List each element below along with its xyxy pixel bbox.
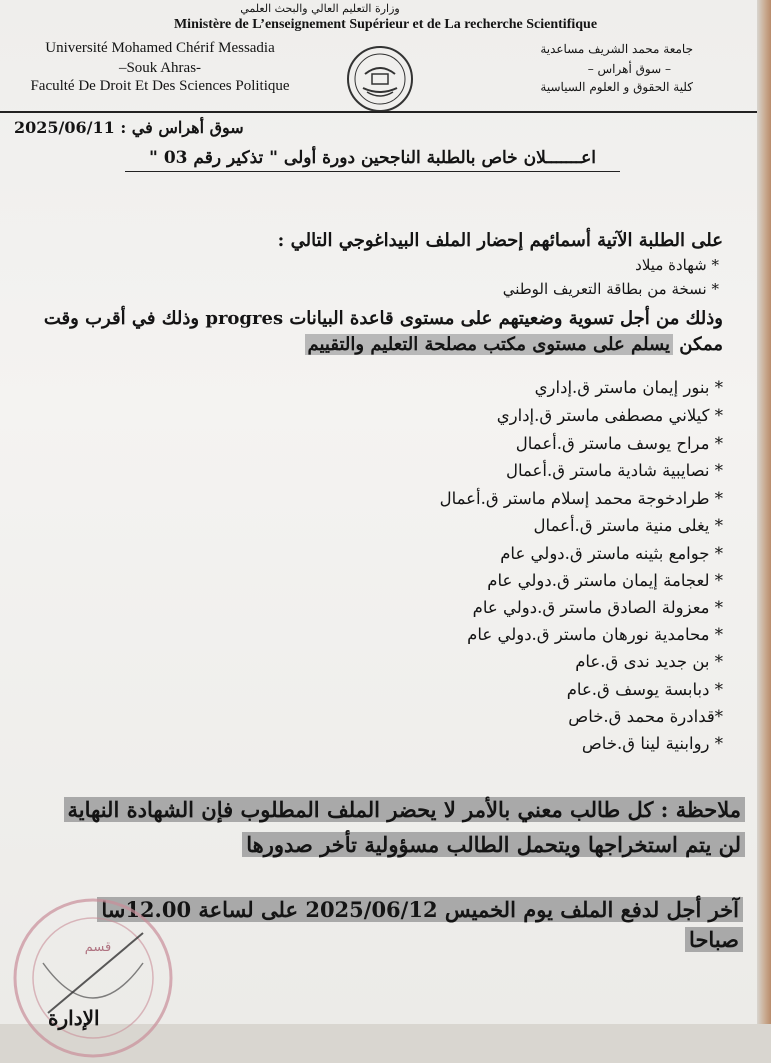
note-line-2-text: لن يتم استخراجها ويتحمل الطالب مسؤولية تأخر صدورها bbox=[242, 832, 745, 857]
body-line-4-highlight: يسلم على مستوى مكتب مصلحة التعليم والتقييم bbox=[305, 334, 674, 355]
student-entry: * جوامع بثينه ماستر ق.دولي عام bbox=[500, 544, 723, 563]
paper-edge bbox=[757, 0, 771, 1024]
signature-label: الإدارة bbox=[48, 1006, 100, 1030]
faculty-french: Faculté De Droit Et Des Sciences Politique bbox=[30, 78, 290, 94]
announcement-title: اعـــــــلان خاص بالطلبة الناجحين دورة أولى " تذكير رقم 03 " bbox=[125, 148, 620, 172]
student-entry: *قدادرة محمد ق.خاص bbox=[568, 707, 723, 726]
required-doc-2: * نسخة من بطاقة التعريف الوطني bbox=[502, 280, 719, 298]
student-entry: * محامدية نورهان ماستر ق.دولي عام bbox=[467, 625, 723, 644]
required-doc-1: * شهادة ميلاد bbox=[635, 256, 719, 274]
stamp-label: قسم bbox=[84, 940, 112, 955]
body-line-3: وذلك من أجل تسوية وضعيتهم على مستوى قاعدة البيانات progres وذلك في أقرب وقت bbox=[43, 308, 723, 329]
note-line-1 bbox=[64, 797, 745, 822]
student-entry: * طرادخوجة محمد إسلام ماستر ق.أعمال bbox=[439, 489, 723, 508]
intro-line: على الطلبة الآتية أسمائهم إحضار الملف البيداغوجي التالي : bbox=[277, 230, 723, 251]
student-entry: * معزولة الصادق ماستر ق.دولي عام bbox=[472, 598, 723, 617]
deadline-line-2 bbox=[685, 927, 743, 952]
ministry-arabic: وزارة التعليم العالي والبحث العلمي bbox=[240, 2, 400, 15]
date-line: سوق أهراس في : 2025/06/11 bbox=[14, 118, 244, 137]
ministry-french: Ministère de L’enseignement Supérieur et de La recherche Scientifique bbox=[173, 17, 598, 32]
body-line-4 bbox=[305, 334, 724, 355]
university-arabic: جامعة محمد الشريف مساعدية bbox=[540, 42, 693, 56]
deadline-line-1-text: آخر أجل لدفع الملف يوم الخميس 2025/06/12 على لساعة 12.00سا bbox=[97, 897, 743, 922]
student-entry: * روابنية لينا ق.خاص bbox=[581, 734, 723, 753]
student-entry: * نصايبية شادية ماستر ق.أعمال bbox=[506, 461, 723, 480]
header-divider bbox=[0, 111, 757, 113]
university-french: Université Mohamed Chérif Messadia bbox=[45, 40, 275, 56]
body-line-4-start: ممكن bbox=[673, 334, 723, 355]
student-entry: * مراح يوسف ماستر ق.أعمال bbox=[515, 434, 723, 453]
university-logo-icon bbox=[345, 44, 415, 114]
student-entry: * يغلى منية ماستر ق.أعمال bbox=[533, 516, 723, 535]
faculty-arabic: كلية الحقوق و العلوم السياسية bbox=[540, 80, 693, 94]
city-french: –Souk Ahras- bbox=[118, 60, 202, 76]
deadline-line-1 bbox=[97, 897, 743, 922]
student-entry: * دبابسة يوسف ق.عام bbox=[566, 680, 723, 699]
deadline-line-2-text: صباحا bbox=[685, 927, 743, 952]
city-arabic: – سوق أهراس – bbox=[587, 62, 671, 76]
note-line-1-text: ملاحظة : كل طالب معني بالأمر لا يحضر الملف المطلوب فإن الشهادة النهاية bbox=[64, 797, 745, 822]
student-entry: * بنور إيمان ماستر ق.إداري bbox=[534, 378, 723, 397]
official-stamp-icon bbox=[8, 893, 178, 1063]
student-entry: * كيلاني مصطفى ماستر ق.إداري bbox=[496, 406, 723, 425]
student-entry: * لعجامة إيمان ماستر ق.دولي عام bbox=[487, 571, 723, 590]
student-entry: * بن جديد ندى ق.عام bbox=[575, 652, 723, 671]
note-line-2 bbox=[242, 832, 745, 857]
